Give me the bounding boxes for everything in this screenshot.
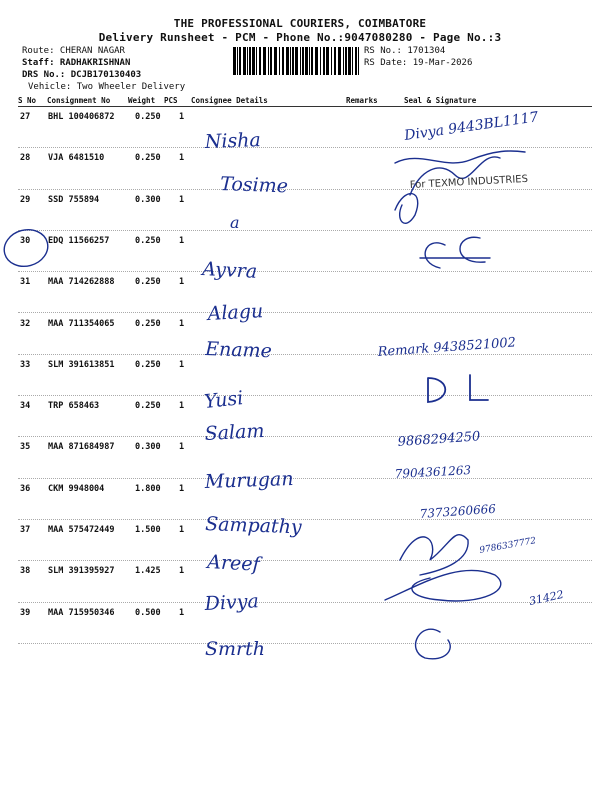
row-consignment: CKM 9948004 [48,483,105,494]
row-sno: 32 [20,318,31,329]
row-sno: 29 [20,194,31,205]
row-consignment: MAA 711354065 [48,318,115,329]
row-weight: 0.250 [135,235,161,246]
row-pcs: 1 [179,401,185,412]
company-title: THE PROFESSIONAL COURIERS, COIMBATORE [173,17,427,30]
handwritten-name: Smrth [205,638,265,660]
handwritten-signature-r28_stamp: For TEXMO INDUSTRIES [409,173,529,191]
row-pcs: 1 [179,566,185,577]
col-consignee: Consignee Details [191,96,268,105]
handwritten-name: Tosime [219,173,289,198]
row-pcs: 1 [179,442,185,453]
row-pcs: 1 [179,607,185,618]
row-consignment: TRP 658463 [48,401,100,412]
row-consignment: SLM 391613851 [48,359,115,370]
handwritten-signature-r34: 9868294250 [397,429,481,450]
row-pcs: 1 [179,194,185,205]
handwritten-name: Ayvra [201,258,258,283]
circle-annotation [0,225,52,271]
handwritten-name: Salam [204,419,265,445]
vehicle-label: Vehicle: Two Wheeler Delivery [28,82,186,92]
row-pcs: 1 [179,318,185,329]
signature-dl-33 [428,375,488,402]
route-label: Route: CHERAN NAGAR [22,46,125,56]
row-weight: 0.300 [135,194,161,205]
handwritten-name: Alagu [207,300,264,325]
row-pcs: 1 [179,525,185,535]
handwritten-signature-r37: 9786337772 [478,536,537,556]
signature-scribble-37 [400,535,468,575]
row-weight: 1.500 [135,525,161,535]
col-sno: S No [18,96,37,105]
col-weight: Weight [128,96,156,105]
handwritten-name: Nisha [204,129,262,153]
row-sno: 31 [20,277,31,288]
row-pcs: 1 [179,112,185,122]
handwritten-name: Divya [204,590,260,615]
col-remarks: Remarks [346,96,378,105]
runsheet-subtitle: Delivery Runsheet - PCM - Phone No.:9047080280 - Page No.:3 [98,31,502,44]
row-weight: 1.800 [135,483,161,494]
handwritten-signature-r38: 31422 [527,587,565,608]
row-consignment: MAA 715950346 [48,607,115,618]
row-consignment: EDQ 11566257 [48,235,110,246]
handwritten-name: Sampathy [204,513,303,539]
row-weight: 0.500 [135,607,161,618]
row-weight: 0.250 [135,277,161,288]
row-sno: 35 [20,442,31,453]
handwritten-name: Areef [206,551,261,576]
row-consignment: VJA 6481510 [48,153,105,164]
row-pcs: 1 [179,235,185,246]
row-sno: 27 [20,112,31,122]
row-pcs: 1 [179,153,185,164]
col-pcs: PCS [164,96,178,105]
rs-number: RS No.: 1701304 [364,46,446,56]
signature-loop-29 [395,194,418,224]
handwritten-name: Ename [204,338,273,363]
row-weight: 0.250 [135,359,161,370]
row-sno: 36 [20,483,31,494]
row-weight: 0.250 [135,318,161,329]
handwritten-signature-r32: Remark 9438521002 [377,335,517,360]
row-pcs: 1 [179,483,185,494]
row-weight: 0.250 [135,112,161,122]
signature-scribble-38 [385,570,501,601]
handwritten-signature-r27: Divya 9443BL1117 [403,109,540,144]
row-weight: 0.250 [135,153,161,164]
drs-label: DRS No.: DCJB170130403 [22,70,142,80]
row-sno: 30 [20,235,31,246]
signature-cc-30 [420,237,490,268]
row-weight: 0.250 [135,401,161,412]
handwritten-name: Yusi [203,387,245,413]
col-seal: Seal & Signature [404,96,477,105]
signature-stroke-28a [395,151,525,163]
row-consignment: MAA 714262888 [48,277,115,288]
row-pcs: 1 [179,359,185,370]
row-sno: 38 [20,566,31,577]
row-sno: 37 [20,525,31,535]
row-consignment: MAA 871684987 [48,442,115,453]
row-consignment: SSD 755894 [48,194,100,205]
row-consignment: MAA 575472449 [48,525,115,535]
row-consignment: SLM 391395927 [48,566,115,577]
row-pcs: 1 [179,277,185,288]
signature-curve-39 [416,629,451,659]
staff-label: Staff: RADHAKRISHNAN [22,58,131,68]
row-weight: 1.425 [135,566,161,577]
handwritten-signature-r36: 7373260666 [419,501,497,521]
row-weight: 0.300 [135,442,161,453]
rs-date: RS Date: 19-Mar-2026 [364,58,473,68]
row-sno: 28 [20,153,31,164]
row-consignment: BHL 100406872 [48,112,115,122]
row-sno: 33 [20,359,31,370]
handwritten-name: a [230,213,240,232]
handwritten-name: Murugan [204,467,294,493]
row-sno: 39 [20,607,31,618]
col-consignment: Consignment No [47,96,111,105]
handwritten-signature-r35: 7904361263 [394,463,472,481]
row-sno: 34 [20,401,31,412]
